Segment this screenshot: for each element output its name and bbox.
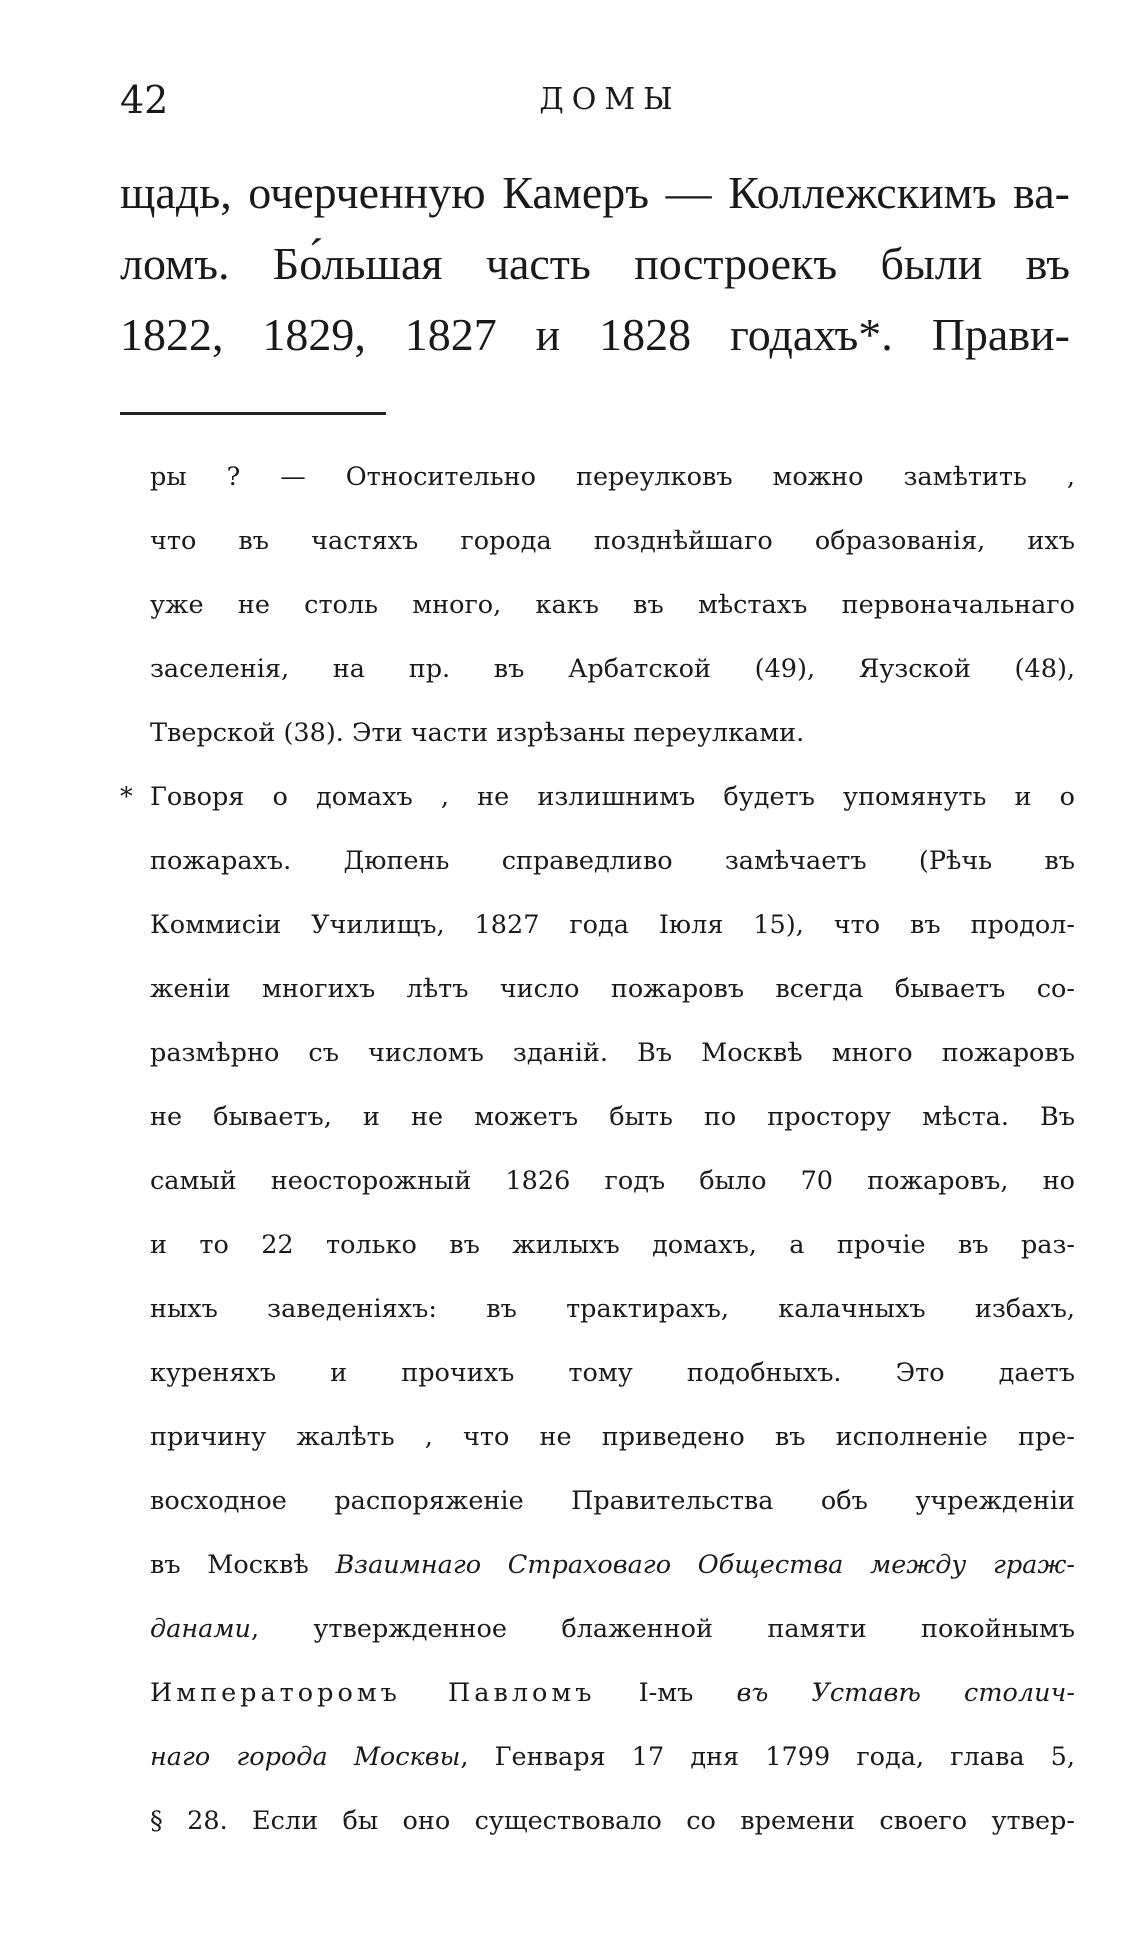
main-line-1: щадь, очерченную Камеръ — Коллежскимъ ва- [120, 167, 1070, 218]
footnote-cont-line-5: Тверской (38). Эти части изрѣзаны переулками. [150, 718, 805, 748]
page-header [120, 70, 1070, 130]
footnote-star-line-11: причину жалѣть , что не приведено въ исполненіе пре- [150, 1422, 1075, 1452]
footnote-cont-line-3: уже не столь много, какъ въ мѣстахъ первоначальнаго [150, 590, 1075, 620]
footnote-cont-line-2: что въ частяхъ города позднѣйшаго образованія, ихъ [150, 526, 1075, 556]
line-16-plain: , Генваря 17 дня 1799 года, глава 5, [460, 1742, 1075, 1772]
footnote-star-text-1: Говоря о домахъ , не излишнимъ будетъ упомянуть и о [150, 782, 1075, 812]
line-13-plain: въ Москвѣ [150, 1550, 336, 1580]
main-text [120, 157, 1070, 370]
footnote-star-line-7: самый неосторожный 1826 годъ было 70 пожаровъ, но [150, 1166, 1075, 1196]
running-title: ДОМЫ [539, 82, 681, 117]
footnote-marker: * [120, 782, 133, 812]
footnote-star-line-4: женіи многихъ лѣтъ число пожаровъ всегда бываетъ со- [150, 974, 1075, 1004]
main-line-3: 1822, 1829, 1827 и 1828 годахъ*. Прави- [120, 309, 1070, 360]
footnote-star-line-2: пожарахъ. Дюпень справедливо замѣчаетъ (Рѣчь въ [150, 846, 1075, 876]
line-16-italic: наго города Москвы [150, 1742, 461, 1772]
footnote-star-line-5: размѣрно съ числомъ зданій. Въ Москвѣ много пожаровъ [150, 1038, 1075, 1068]
line-15-italic: въ Уставѣ столич- [736, 1678, 1075, 1708]
page-number: 42 [120, 78, 169, 122]
footnote-star-line-1 [120, 765, 1075, 829]
footnote-star-line-9: ныхъ заведеніяхъ: въ трактирахъ, калачныхъ избахъ, [150, 1294, 1075, 1324]
footnote-divider [120, 412, 386, 415]
footnote-continuation [120, 445, 1075, 765]
main-line-2: ломъ. Бо́льшая часть построекъ были въ [120, 238, 1070, 289]
footnote-cont-line-4: заселенія, на пр. въ Арбатской (49), Яузской (48), [150, 654, 1075, 684]
line-13-italic: Взаимнаго Страховаго Общества между граж- [335, 1550, 1075, 1580]
line-14-italic: данами [150, 1614, 251, 1644]
line-14-plain: , утвержденное блаженной памяти покойнымъ [250, 1614, 1075, 1644]
footnote-star-line-15 [120, 1661, 1075, 1725]
footnote-star-line-13 [120, 1533, 1075, 1597]
footnote-cont-line-1: ры ? — Относительно переулковъ можно замѣтить , [150, 462, 1075, 492]
footnote-star-line-10: куреняхъ и прочихъ тому подобныхъ. Это даетъ [150, 1358, 1075, 1388]
footnote-star-line-3: Коммисіи Училищъ, 1827 года Іюля 15), что въ продол- [150, 910, 1075, 940]
footnote-star-line-16 [120, 1725, 1075, 1789]
line-15-spaced: Императоромъ Павломъ [150, 1678, 596, 1708]
footnote-star-line-17: § 28. Если бы оно существовало со времени своего утвер- [150, 1806, 1075, 1836]
footnote-star-line-12: восходное распоряженіе Правительства объ учрежденіи [150, 1486, 1075, 1516]
footnote-star-line-6: не бываетъ, и не можетъ быть по простору мѣста. Въ [150, 1102, 1075, 1132]
footnote-star [120, 765, 1075, 1853]
footnote-star-line-8: и то 22 только въ жилыхъ домахъ, а прочіе въ раз- [150, 1230, 1075, 1260]
footnote-star-line-14 [120, 1597, 1075, 1661]
line-15-plain: І-мъ [595, 1678, 737, 1708]
